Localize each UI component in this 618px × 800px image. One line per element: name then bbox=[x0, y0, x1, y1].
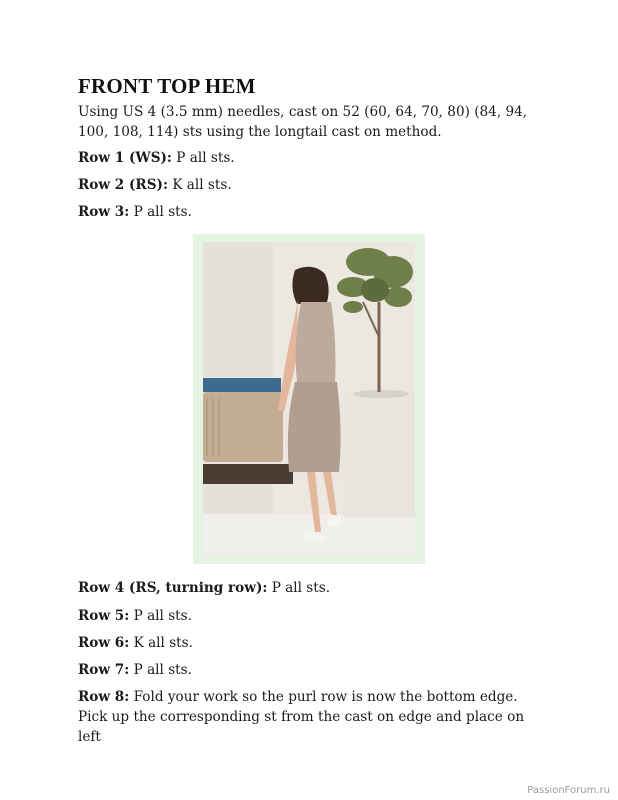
row-label: Row 2 (RS): bbox=[78, 177, 168, 193]
row-text: P all sts. bbox=[129, 204, 192, 220]
row-label: Row 1 (WS): bbox=[78, 150, 172, 166]
planter-opening bbox=[353, 390, 409, 398]
row-2-instruction bbox=[78, 175, 558, 195]
row-text: Fold your work so the purl row is now the bottom edge. Pick up the corresponding st from the cast on edge and place on left bbox=[78, 689, 525, 745]
row-text: P all sts. bbox=[171, 150, 235, 166]
model-hair bbox=[292, 267, 328, 304]
row-text: K all sts. bbox=[129, 635, 193, 651]
row-1-instruction bbox=[78, 148, 558, 168]
model-top bbox=[296, 302, 336, 382]
model-skirt bbox=[288, 382, 341, 472]
row-7-instruction bbox=[78, 660, 558, 680]
section-title: FRONT TOP HEM bbox=[78, 74, 256, 98]
row-text: P all sts. bbox=[129, 608, 192, 624]
row-label: Row 8: bbox=[78, 689, 130, 705]
row-4-instruction bbox=[78, 578, 558, 598]
row-label: Row 4 (RS, turning row): bbox=[78, 580, 268, 596]
cast-on-instructions: Using US 4 (3.5 mm) needles, cast on 52 (60, 64, 70, 80) (84, 94, 100, 108, 114) sts using the longtail cast on method. bbox=[78, 104, 528, 140]
row-text: P all sts. bbox=[129, 662, 192, 678]
row-text: K all sts. bbox=[168, 177, 232, 193]
row-8-instruction bbox=[78, 687, 548, 747]
row-label: Row 6: bbox=[78, 635, 130, 651]
denim-pillow bbox=[203, 378, 281, 392]
row-6-instruction bbox=[78, 633, 558, 653]
row-text: P all sts. bbox=[267, 580, 331, 596]
watermark: PassionForum.ru bbox=[527, 785, 610, 796]
bench-cushion bbox=[203, 464, 293, 484]
row-label: Row 7: bbox=[78, 662, 130, 678]
model-photo bbox=[203, 242, 415, 556]
knit-pillow bbox=[203, 392, 283, 462]
row-label: Row 3: bbox=[78, 204, 130, 220]
row-5-instruction bbox=[78, 606, 558, 626]
row-label: Row 5: bbox=[78, 608, 130, 624]
model-photo-frame bbox=[193, 234, 425, 564]
model-shoe-right bbox=[327, 514, 341, 526]
planter-ledge bbox=[343, 392, 415, 517]
row-3-instruction bbox=[78, 202, 558, 222]
